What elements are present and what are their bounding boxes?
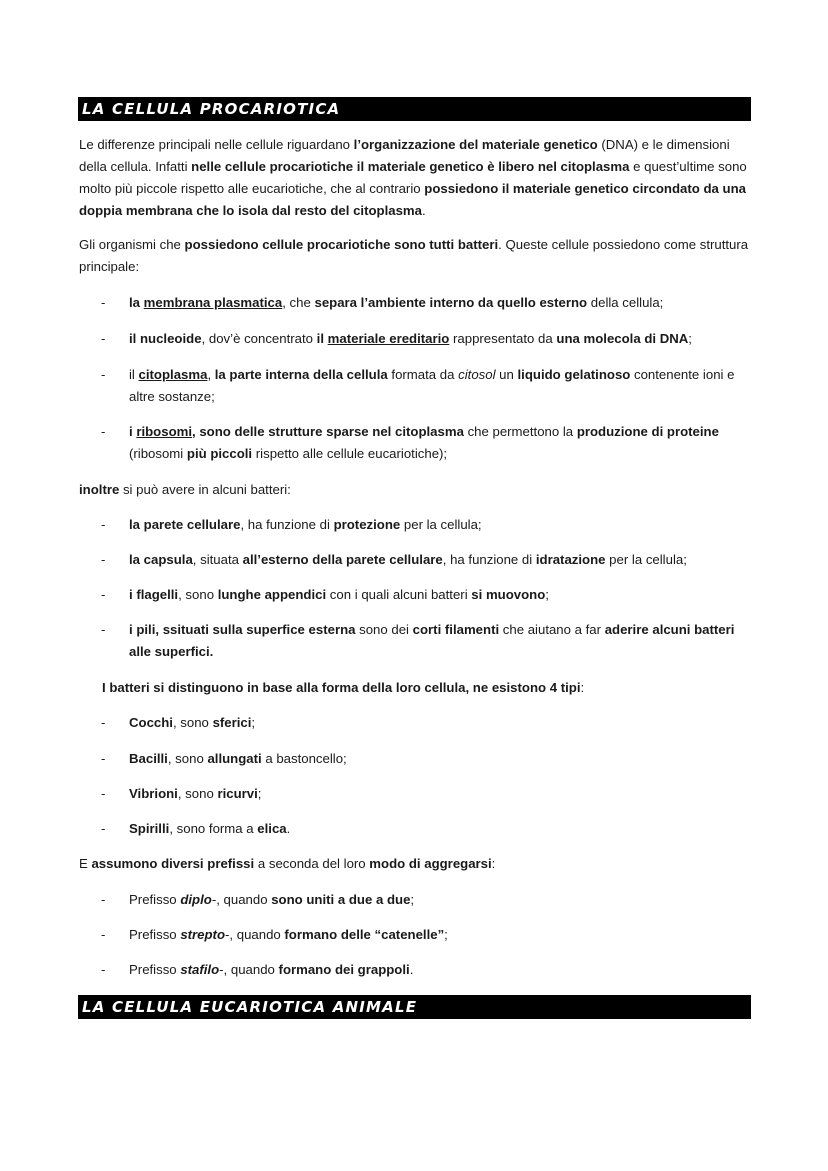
list-item-text: i ribosomi, sono delle strutture sparse nel citoplasma che permettono la produzione di proteine (ribosomi più piccoli rispetto alle cellule eucariotiche); [129, 424, 719, 461]
bullet-dash: - [101, 517, 106, 532]
bullet-dash: - [101, 424, 106, 439]
list-item-text: Spirilli, sono forma a elica. [129, 821, 291, 836]
list-item-text: il citoplasma, la parte interna della cellula formata da citosol un liquido gelatinoso contenente ioni e altre sostanze; [129, 367, 735, 404]
bullet-dash: - [101, 892, 106, 907]
prefix-intro-paragraph: E assumono diversi prefissi a seconda del loro modo di aggregarsi: [79, 856, 496, 871]
list-item-text: la membrana plasmatica, che separa l’ambiente interno da quello esterno della cellula; [129, 295, 664, 310]
intro-paragraph-2: Gli organismi che possiedono cellule procariotiche sono tutti batteri. Queste cellule possiedono come struttura principale: [79, 237, 749, 274]
bullet-dash: - [101, 786, 106, 801]
section-heading-prokaryotic: LA CELLULA PROCARIOTICA [78, 97, 751, 121]
section-heading-eukaryotic: LA CELLULA EUCARIOTICA ANIMALE [78, 995, 751, 1019]
bullet-dash: - [101, 552, 106, 567]
shapes-intro-paragraph: I batteri si distinguono in base alla forma della loro cellula, ne esistono 4 tipi: [102, 680, 585, 695]
list-item-text: i flagelli, sono lunghe appendici con i quali alcuni batteri si muovono; [129, 587, 549, 602]
list-item-text: Prefisso diplo-, quando sono uniti a due a due; [129, 892, 415, 907]
list-item-text: Vibrioni, sono ricurvi; [129, 786, 262, 801]
intro-paragraph-1: Le differenze principali nelle cellule riguardano l’organizzazione del materiale genetico (DNA) e le dimensioni della cellula. Infatti nelle cellule procariotiche il materiale genetico è libero nel citoplasma e quest’ultime sono molto più piccole rispetto alle eucariotiche, che al contrario possiedono il materiale genetico circondato da una doppia membrana che lo isola dal resto del citoplasma. [79, 137, 747, 218]
list-item-text: Prefisso strepto-, quando formano delle “catenelle”; [129, 927, 448, 942]
bullet-dash: - [101, 295, 106, 310]
bullet-dash: - [101, 587, 106, 602]
list-item-text: Prefisso stafilo-, quando formano dei grappoli. [129, 962, 414, 977]
list-item-text: i pili, ssituati sulla superfice esterna sono dei corti filamenti che aiutano a far aderire alcuni batteri alle superfici. [129, 622, 735, 659]
bullet-dash: - [101, 622, 106, 637]
bullet-dash: - [101, 927, 106, 942]
list-item-text: Bacilli, sono allungati a bastoncello; [129, 751, 347, 766]
list-item-text: la parete cellulare, ha funzione di protezione per la cellula; [129, 517, 482, 532]
bullet-dash: - [101, 367, 106, 382]
list-item-text: la capsula, situata all’esterno della parete cellulare, ha funzione di idratazione per la cellula; [129, 552, 687, 567]
bullet-dash: - [101, 751, 106, 766]
bullet-dash: - [101, 821, 106, 836]
list-item-text: Cocchi, sono sferici; [129, 715, 256, 730]
bullet-dash: - [101, 331, 106, 346]
bullet-dash: - [101, 715, 106, 730]
bullet-dash: - [101, 962, 106, 977]
also-intro-paragraph: inoltre si può avere in alcuni batteri: [79, 482, 291, 497]
list-item-text: il nucleoide, dov’è concentrato il materiale ereditario rappresentato da una molecola di DNA; [129, 331, 692, 346]
